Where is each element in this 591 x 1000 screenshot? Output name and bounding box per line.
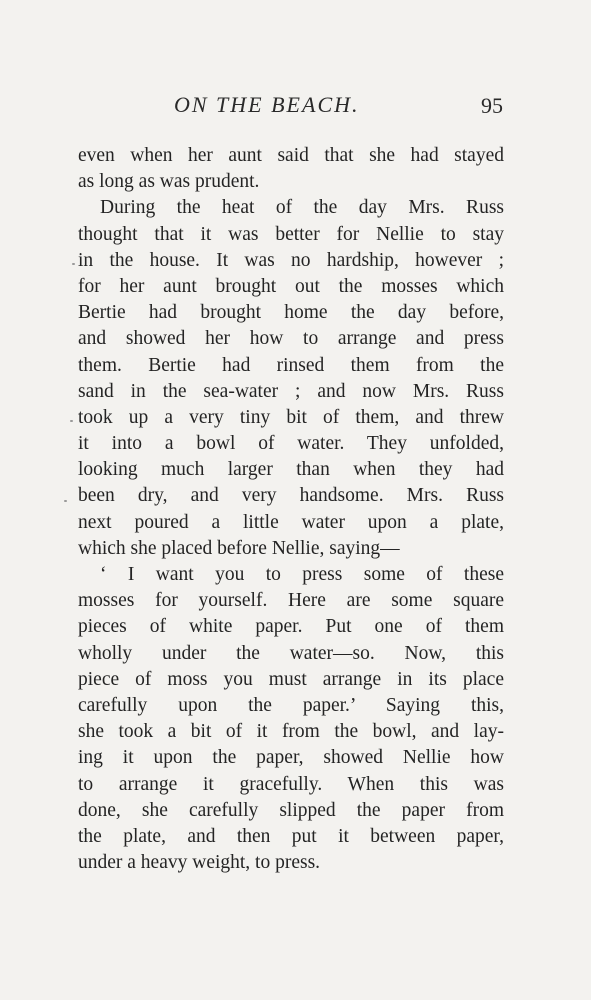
text-line: looking much larger than when they had [78,459,504,481]
text-line: mosses for yourself. Here are some square [78,590,504,612]
text-line: During the heat of the day Mrs. Russ [100,197,504,219]
text-line: in the house. It was no hardship, however ; [78,249,504,271]
text-line: the plate, and then put it between paper, [78,825,504,847]
text-line: been dry, and very handsome. Mrs. Russ [78,485,504,507]
text-line: ing it upon the paper, showed Nellie how [78,747,504,769]
text-line: she took a bit of it from the bowl, and lay- [78,721,504,743]
text-line: next poured a little water upon a plate, [78,511,504,533]
page-number: 95 [481,93,503,118]
text-line: piece of moss you must arrange in its place [78,668,504,690]
text-line: them. Bertie had rinsed them from the [78,354,504,376]
page-header [78,92,503,128]
text-line: sand in the sea-water ; and now Mrs. Russ [78,380,504,402]
text-line: took up a very tiny bit of them, and threw [78,406,504,428]
text-line: under a heavy weight, to press. [78,852,321,874]
text-line: and showed her how to arrange and press [78,328,504,350]
text-line: carefully upon the paper.’ Saying this, [78,694,504,716]
text-line: Bertie had brought home the day before, [78,302,504,324]
text-line: pieces of white paper. Put one of them [78,616,504,638]
text-line: which she placed before Nellie, saying— [78,537,400,559]
text-line: it into a bowl of water. They unfolded, [78,433,504,455]
text-line: even when her aunt said that she had stayed [78,145,504,166]
running-head: ON THE BEACH. [174,92,360,117]
text-line: wholly under the water—so. Now, this [78,642,504,664]
body-text [78,143,504,876]
text-line: done, she carefully slipped the paper from [78,799,504,821]
text-line: thought that it was better for Nellie to stay [78,223,504,245]
text-line: as long as was prudent. [78,171,260,193]
text-line: ‘ I want you to press some of these [100,564,504,585]
margin-speck [72,263,75,265]
text-line: to arrange it gracefully. When this was [78,773,504,795]
text-line: for her aunt brought out the mosses which [78,275,504,297]
margin-speck [64,500,67,502]
margin-speck [70,420,73,422]
